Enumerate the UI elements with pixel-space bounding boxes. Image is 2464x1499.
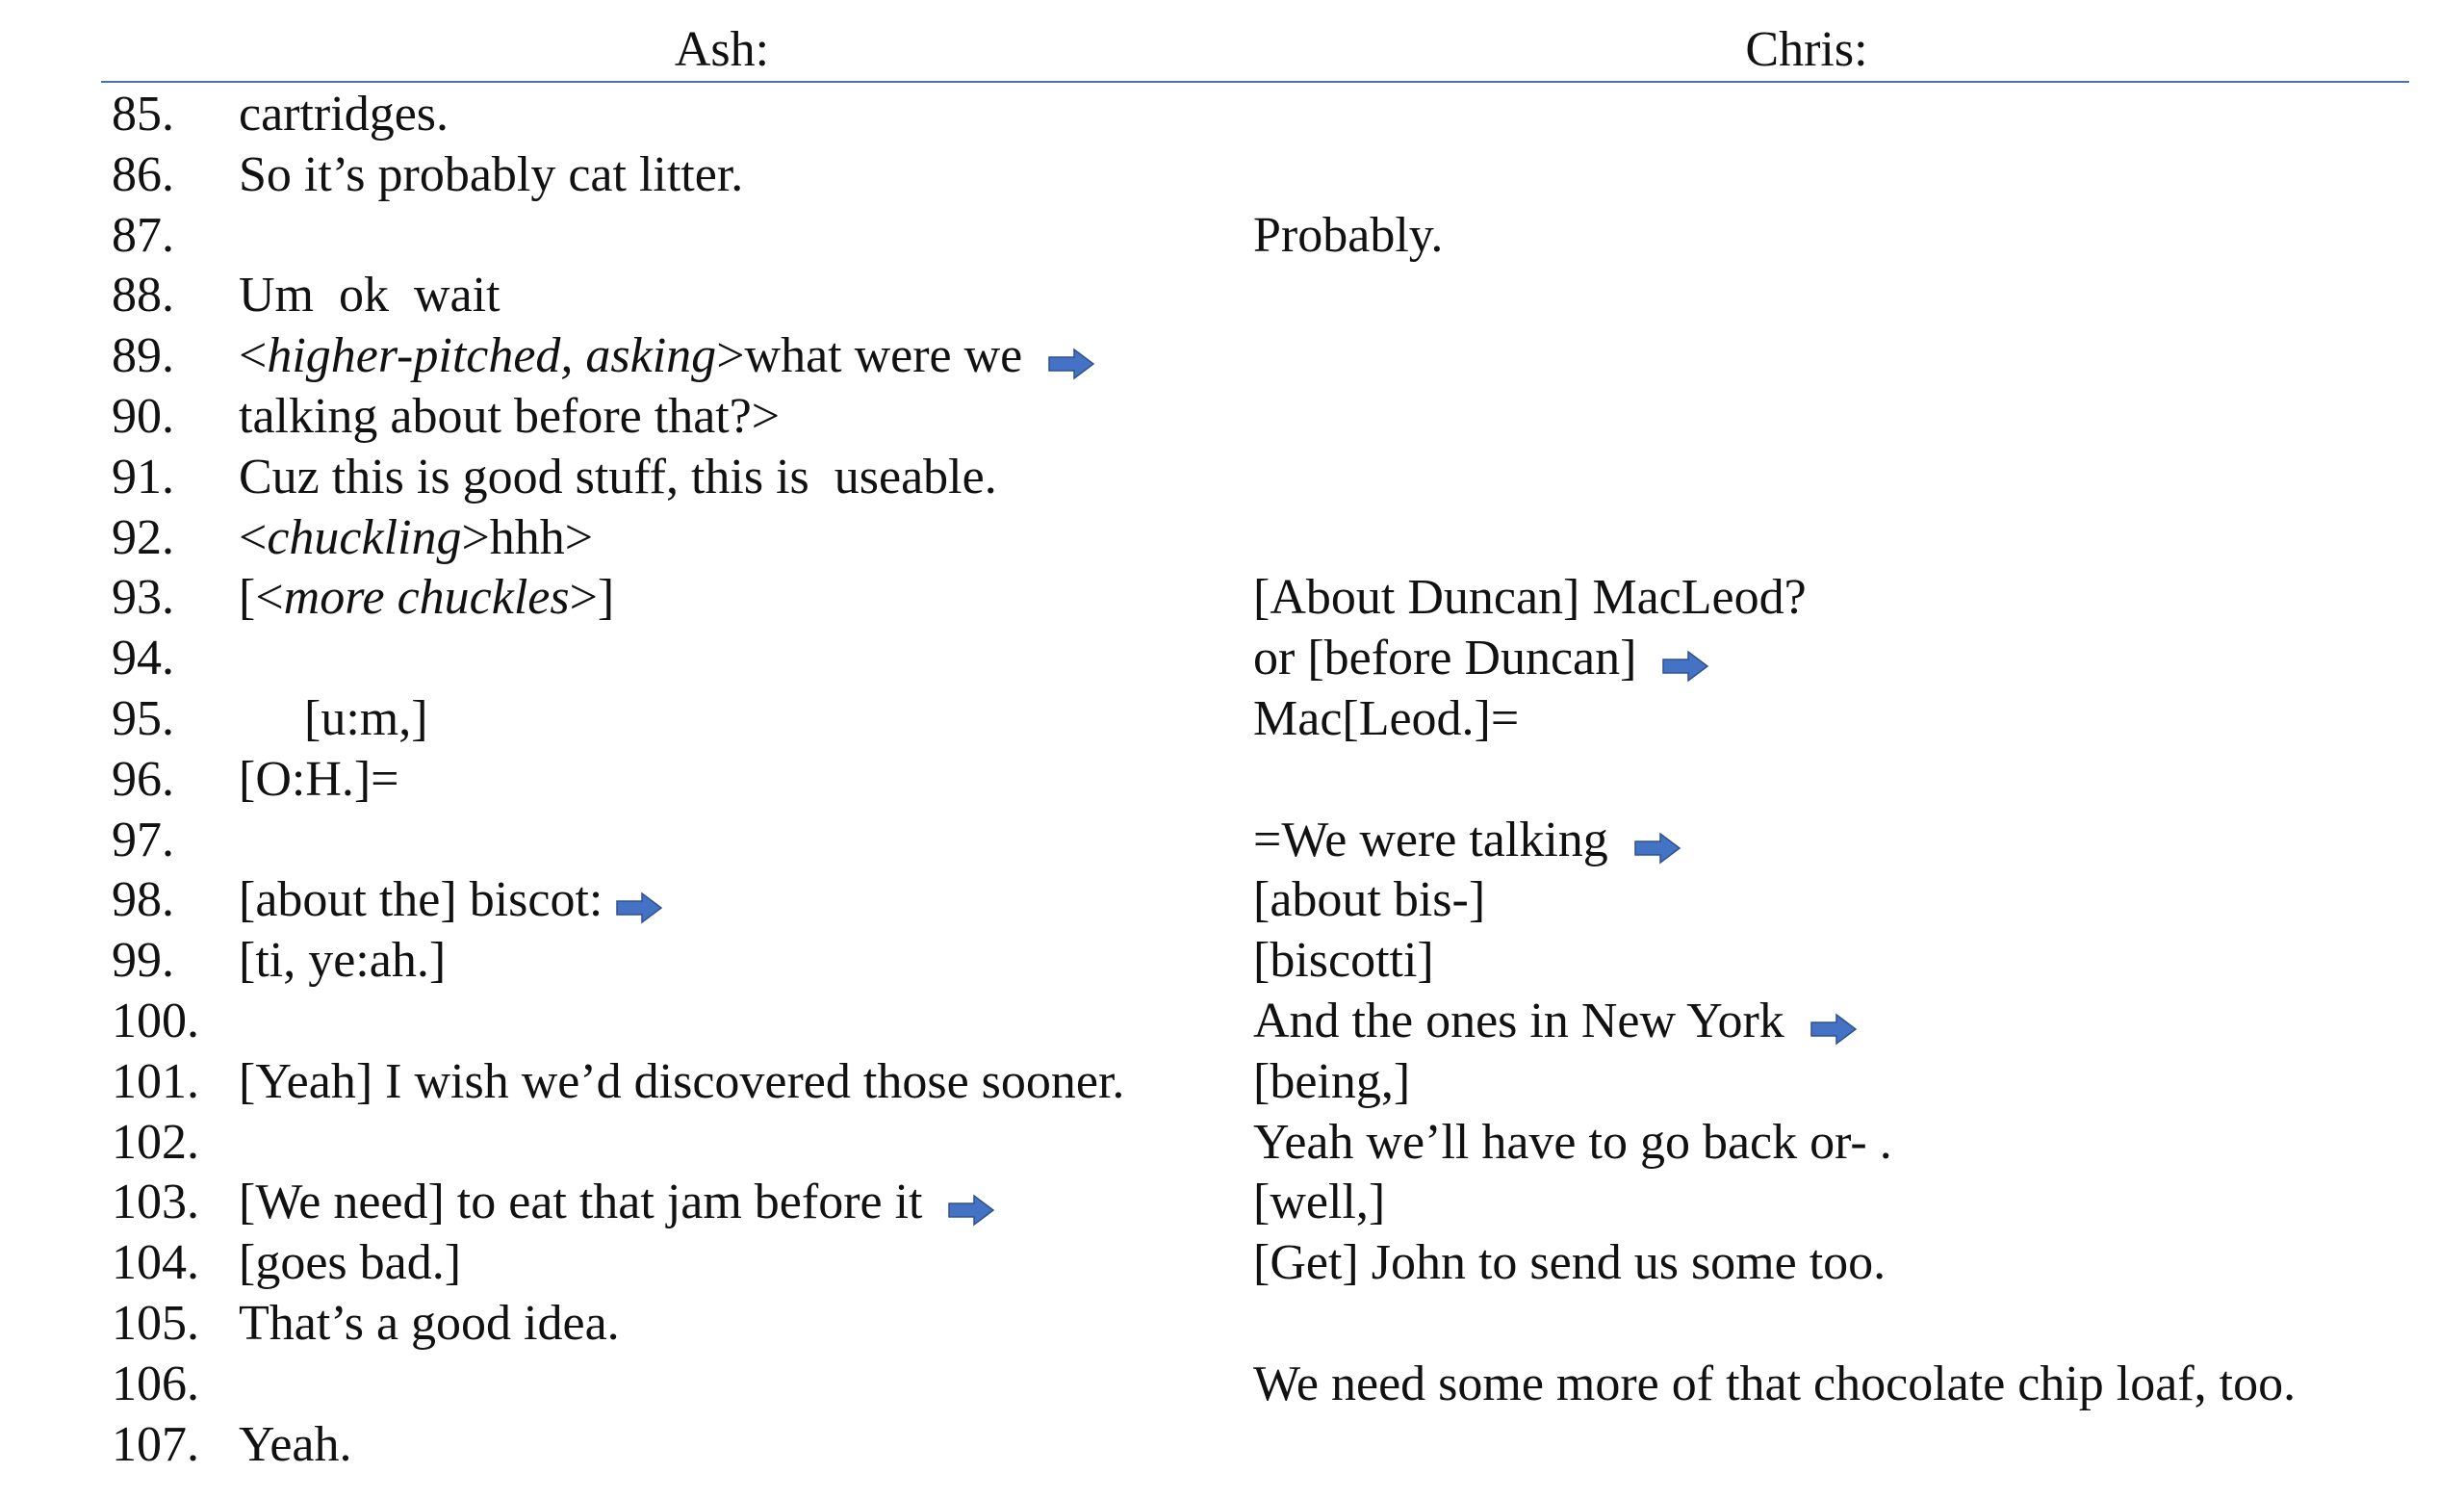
- ash-utterance: cartridges.: [239, 87, 449, 142]
- transcription-bracket: [<: [239, 570, 284, 626]
- utterance-text: >]: [569, 570, 615, 626]
- transcript-line: [0, 629, 2464, 689]
- chris-utterance: [1253, 811, 1681, 871]
- line-number: 97.: [112, 812, 174, 867]
- ash-utterance: [239, 326, 1095, 387]
- line-number: 105.: [112, 1295, 199, 1351]
- ash-utterance: Yeah.: [239, 1416, 352, 1472]
- transcript-line: [0, 811, 2464, 871]
- right-arrow-icon: [947, 1193, 995, 1228]
- chris-utterance: [about bis-]: [1253, 872, 1486, 928]
- transcript-line: [0, 1415, 2464, 1476]
- line-number: 96.: [112, 751, 174, 807]
- line-number: 102.: [112, 1114, 199, 1170]
- utterance-text: [about the] biscot:: [239, 872, 603, 928]
- transcription-bracket: <: [239, 509, 268, 565]
- line-number: 100.: [112, 993, 199, 1048]
- transcript-line: [0, 568, 2464, 629]
- transcript-line: [0, 448, 2464, 508]
- line-number: 98.: [112, 872, 174, 928]
- line-number: 87.: [112, 207, 174, 263]
- right-arrow-icon: [615, 891, 663, 925]
- line-number: 90.: [112, 388, 174, 444]
- line-number: 85.: [112, 87, 174, 142]
- line-number: 95.: [112, 690, 174, 746]
- chris-utterance: We need some more of that chocolate chip loaf, too.: [1253, 1356, 2297, 1411]
- ash-utterance: talking about before that?>: [239, 388, 781, 444]
- chris-utterance: Probably.: [1253, 207, 1444, 263]
- chris-utterance: [well,]: [1253, 1175, 1386, 1230]
- chris-utterance: [1253, 629, 1709, 689]
- ash-utterance: [239, 870, 663, 931]
- line-number: 106.: [112, 1356, 199, 1411]
- paralinguistic-note: chuckling: [267, 509, 462, 565]
- transcript-line: [0, 387, 2464, 448]
- utterance-text: And the ones in New York: [1253, 993, 1784, 1048]
- transcript-line: [0, 1113, 2464, 1174]
- ash-utterance: [239, 1173, 995, 1233]
- header-rule: [101, 81, 2409, 83]
- transcription-bracket: <: [239, 328, 268, 384]
- utterance-text: or [before Duncan]: [1253, 631, 1637, 686]
- line-number: 93.: [112, 570, 174, 626]
- chris-utterance: Yeah we’ll have to go back or- .: [1253, 1114, 1892, 1170]
- utterance-text: >what were we: [716, 328, 1023, 384]
- right-arrow-icon: [1810, 1012, 1858, 1047]
- transcript-line: [0, 1233, 2464, 1294]
- chris-utterance: [being,]: [1253, 1053, 1411, 1109]
- ash-utterance: That’s a good idea.: [239, 1295, 620, 1351]
- speaker-heading-ash: Ash:: [674, 22, 770, 77]
- ash-utterance: [Yeah] I wish we’d discovered those sooner.: [239, 1053, 1125, 1109]
- right-arrow-icon: [1047, 347, 1095, 381]
- ash-utterance: So it’s probably cat litter.: [239, 146, 744, 202]
- line-number: 86.: [112, 146, 174, 202]
- chris-utterance: [biscotti]: [1253, 933, 1434, 989]
- ash-utterance: [239, 508, 593, 569]
- ash-utterance: Cuz this is good stuff, this is useable.: [239, 449, 997, 504]
- line-number: 99.: [112, 933, 174, 989]
- transcript-line: [0, 1355, 2464, 1415]
- transcript-line: [0, 145, 2464, 206]
- transcript-line: [0, 1173, 2464, 1233]
- transcript-line: [0, 1294, 2464, 1355]
- ash-utterance: [ti, ye:ah.]: [239, 933, 447, 989]
- line-number: 103.: [112, 1175, 199, 1230]
- transcript-line: [0, 85, 2464, 145]
- line-number: 101.: [112, 1053, 199, 1109]
- utterance-text: >hhh>: [461, 509, 594, 565]
- line-number: 88.: [112, 268, 174, 323]
- transcript-line: [0, 508, 2464, 569]
- line-number: 107.: [112, 1416, 199, 1472]
- paralinguistic-note: more chuckles: [283, 570, 570, 626]
- transcript-body: [0, 85, 2464, 1475]
- chris-utterance: [About Duncan] MacLeod?: [1253, 570, 1807, 626]
- paralinguistic-note: higher-pitched, asking: [267, 328, 717, 384]
- transcript-line: [0, 1052, 2464, 1113]
- utterance-text: =We were talking: [1253, 812, 1608, 867]
- transcript-line: [0, 206, 2464, 267]
- line-number: 91.: [112, 449, 174, 504]
- ash-utterance: [u:m,]: [304, 690, 428, 746]
- right-arrow-icon: [1633, 831, 1681, 866]
- utterance-text: [We need] to eat that jam before it: [239, 1175, 923, 1230]
- ash-utterance: [239, 568, 614, 629]
- right-arrow-icon: [1661, 649, 1709, 684]
- transcript-line: [0, 870, 2464, 931]
- ash-utterance: [goes bad.]: [239, 1235, 462, 1291]
- line-number: 92.: [112, 509, 174, 565]
- ash-utterance: [O:H.]=: [239, 751, 399, 807]
- speaker-heading-chris: Chris:: [1745, 22, 1868, 77]
- ash-utterance: Um ok wait: [239, 268, 500, 323]
- chris-utterance: [1253, 992, 1858, 1052]
- chris-utterance: Mac[Leod.]=: [1253, 690, 1520, 746]
- transcript-line: [0, 750, 2464, 811]
- chris-utterance: [Get] John to send us some too.: [1253, 1235, 1886, 1291]
- transcript-header: [0, 19, 2464, 81]
- transcript-line: [0, 931, 2464, 992]
- transcript-line: [0, 689, 2464, 750]
- line-number: 89.: [112, 328, 174, 384]
- line-number: 94.: [112, 631, 174, 686]
- line-number: 104.: [112, 1235, 199, 1291]
- transcript-line: [0, 326, 2464, 387]
- transcript-line: [0, 266, 2464, 326]
- transcript-line: [0, 992, 2464, 1052]
